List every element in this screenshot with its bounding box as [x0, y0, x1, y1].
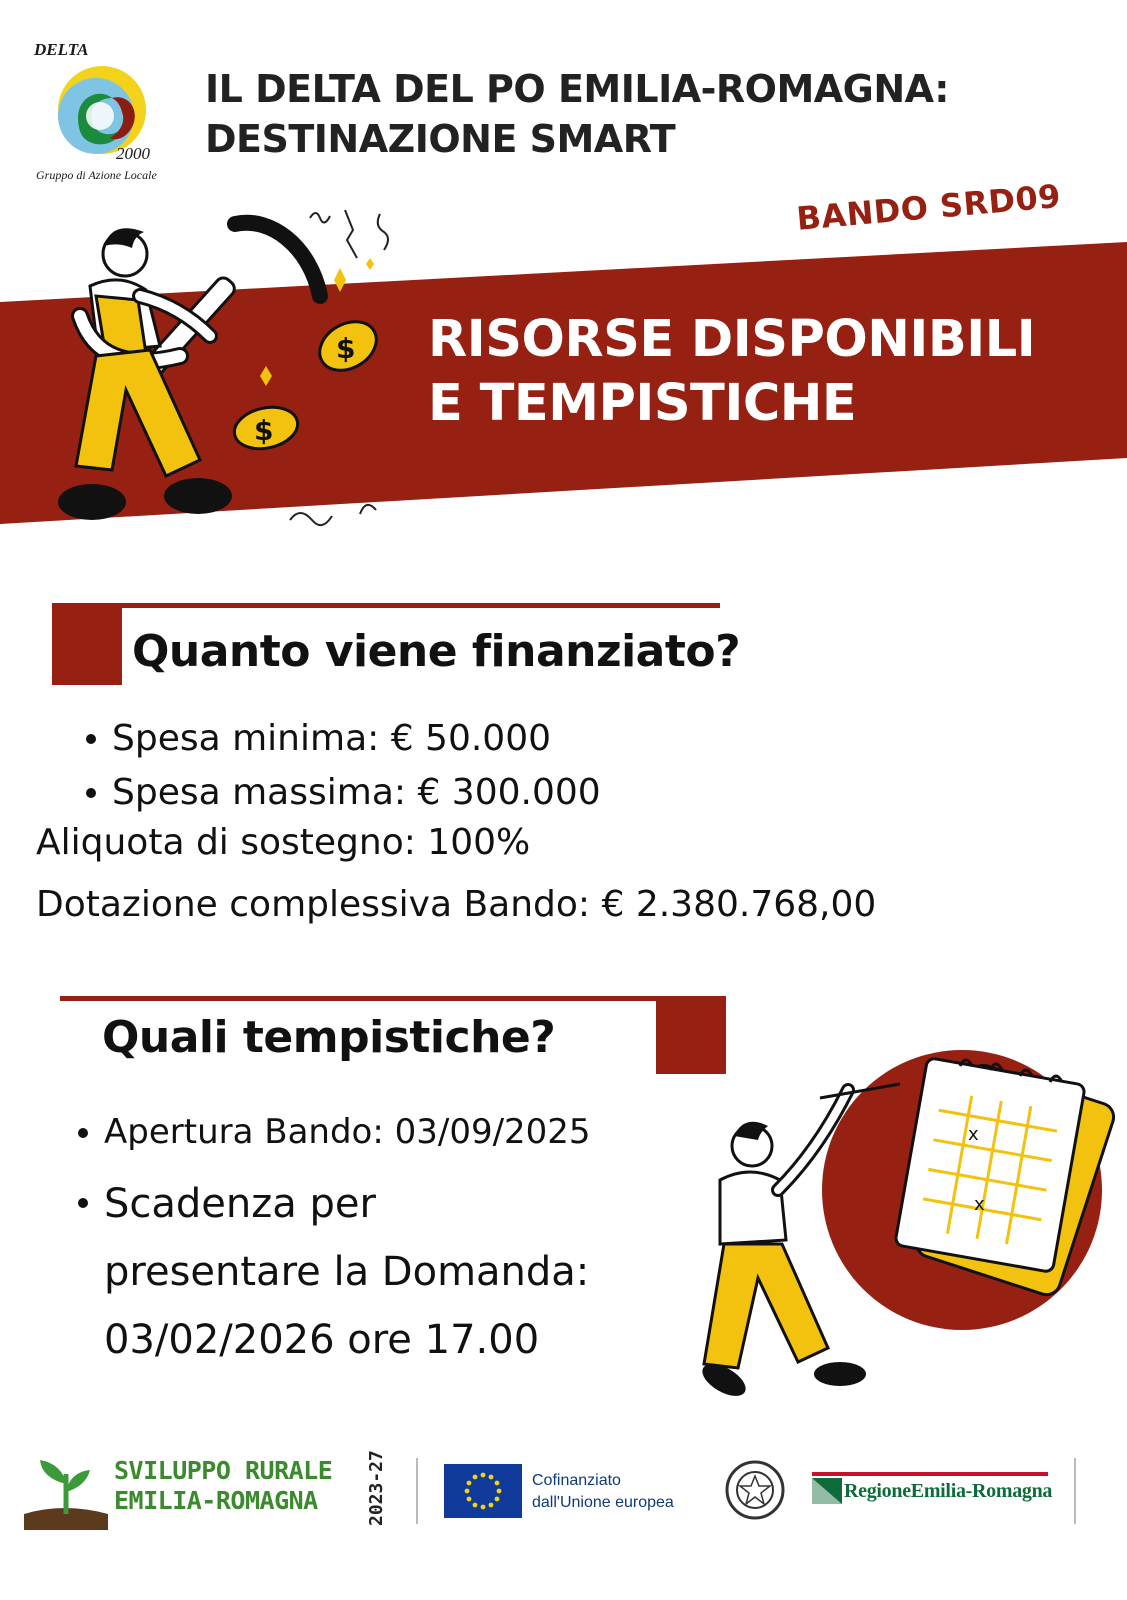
delta-logo-icon [30, 38, 180, 188]
timing-heading: Quali tempistiche? [102, 1012, 556, 1063]
psr-line1: SVILUPPO RURALE [114, 1456, 333, 1485]
page-title-line1: IL DELTA DEL PO EMILIA-ROMAGNA: [205, 67, 949, 111]
region-name: RegioneEmilia-Romagna [844, 1480, 1053, 1502]
timing-list [72, 1108, 591, 1374]
bando-tag: BANDO SRD09 [795, 176, 1063, 238]
banner-title-line1: RISORSE DISPONIBILI [428, 310, 1036, 369]
list-item-min-spend: Spesa minima: € 50.000 [80, 712, 601, 766]
list-item-max-spend: Spesa massima: € 300.000 [80, 766, 601, 820]
sprout-icon [24, 1458, 108, 1530]
logo-word-delta: DELTA [34, 40, 89, 59]
deadline-line1: Scadenza per [104, 1181, 376, 1227]
footer-logos [0, 1440, 1127, 1600]
eu-cofinanced-line2: dall'Unione europea [532, 1494, 674, 1511]
section-divider-line [52, 603, 720, 608]
section-divider-line [60, 996, 726, 1001]
svg-text:x: x [968, 1124, 979, 1145]
calendar-illustration [690, 1040, 1127, 1420]
region-flag-icon [812, 1478, 842, 1504]
deadline-line2: presentare la Domanda: [104, 1249, 590, 1295]
footer-separator [416, 1458, 418, 1524]
section-accent-block [52, 603, 122, 685]
italian-republic-emblem-icon [724, 1458, 786, 1524]
svg-text:$: $ [254, 414, 274, 447]
page-title [205, 64, 1085, 164]
list-item-deadline [72, 1170, 591, 1374]
banner-title [428, 308, 1118, 436]
region-red-bar [812, 1472, 1048, 1476]
gal-delta-2000-logo [30, 38, 180, 188]
page-title-line2: DESTINAZIONE SMART [205, 117, 676, 161]
support-rate: Aliquota di sostegno: 100% [36, 822, 531, 863]
eu-flag-icon [444, 1464, 522, 1518]
logo-word-year: 2000 [116, 144, 150, 163]
svg-text:$: $ [336, 332, 356, 365]
financing-heading: Quanto viene finanziato? [132, 626, 741, 677]
financing-list [80, 712, 601, 820]
eu-cofinanced-line1: Cofinanziato [532, 1472, 621, 1489]
banner-title-line2: E TEMPISTICHE [428, 374, 857, 433]
psr-years: 2023-27 [366, 1450, 387, 1526]
list-item-opening: Apertura Bando: 03/09/2025 [72, 1108, 591, 1156]
miner-illustration [30, 206, 400, 546]
total-budget: Dotazione complessiva Bando: € 2.380.768,00 [36, 884, 877, 925]
logo-subtitle: Gruppo di Azione Locale [36, 168, 157, 182]
deadline-line3: 03/02/2026 ore 17.00 [104, 1317, 540, 1363]
psr-line2: EMILIA-ROMAGNA [114, 1486, 318, 1515]
footer-separator [1074, 1458, 1076, 1524]
svg-text:x: x [974, 1194, 985, 1215]
